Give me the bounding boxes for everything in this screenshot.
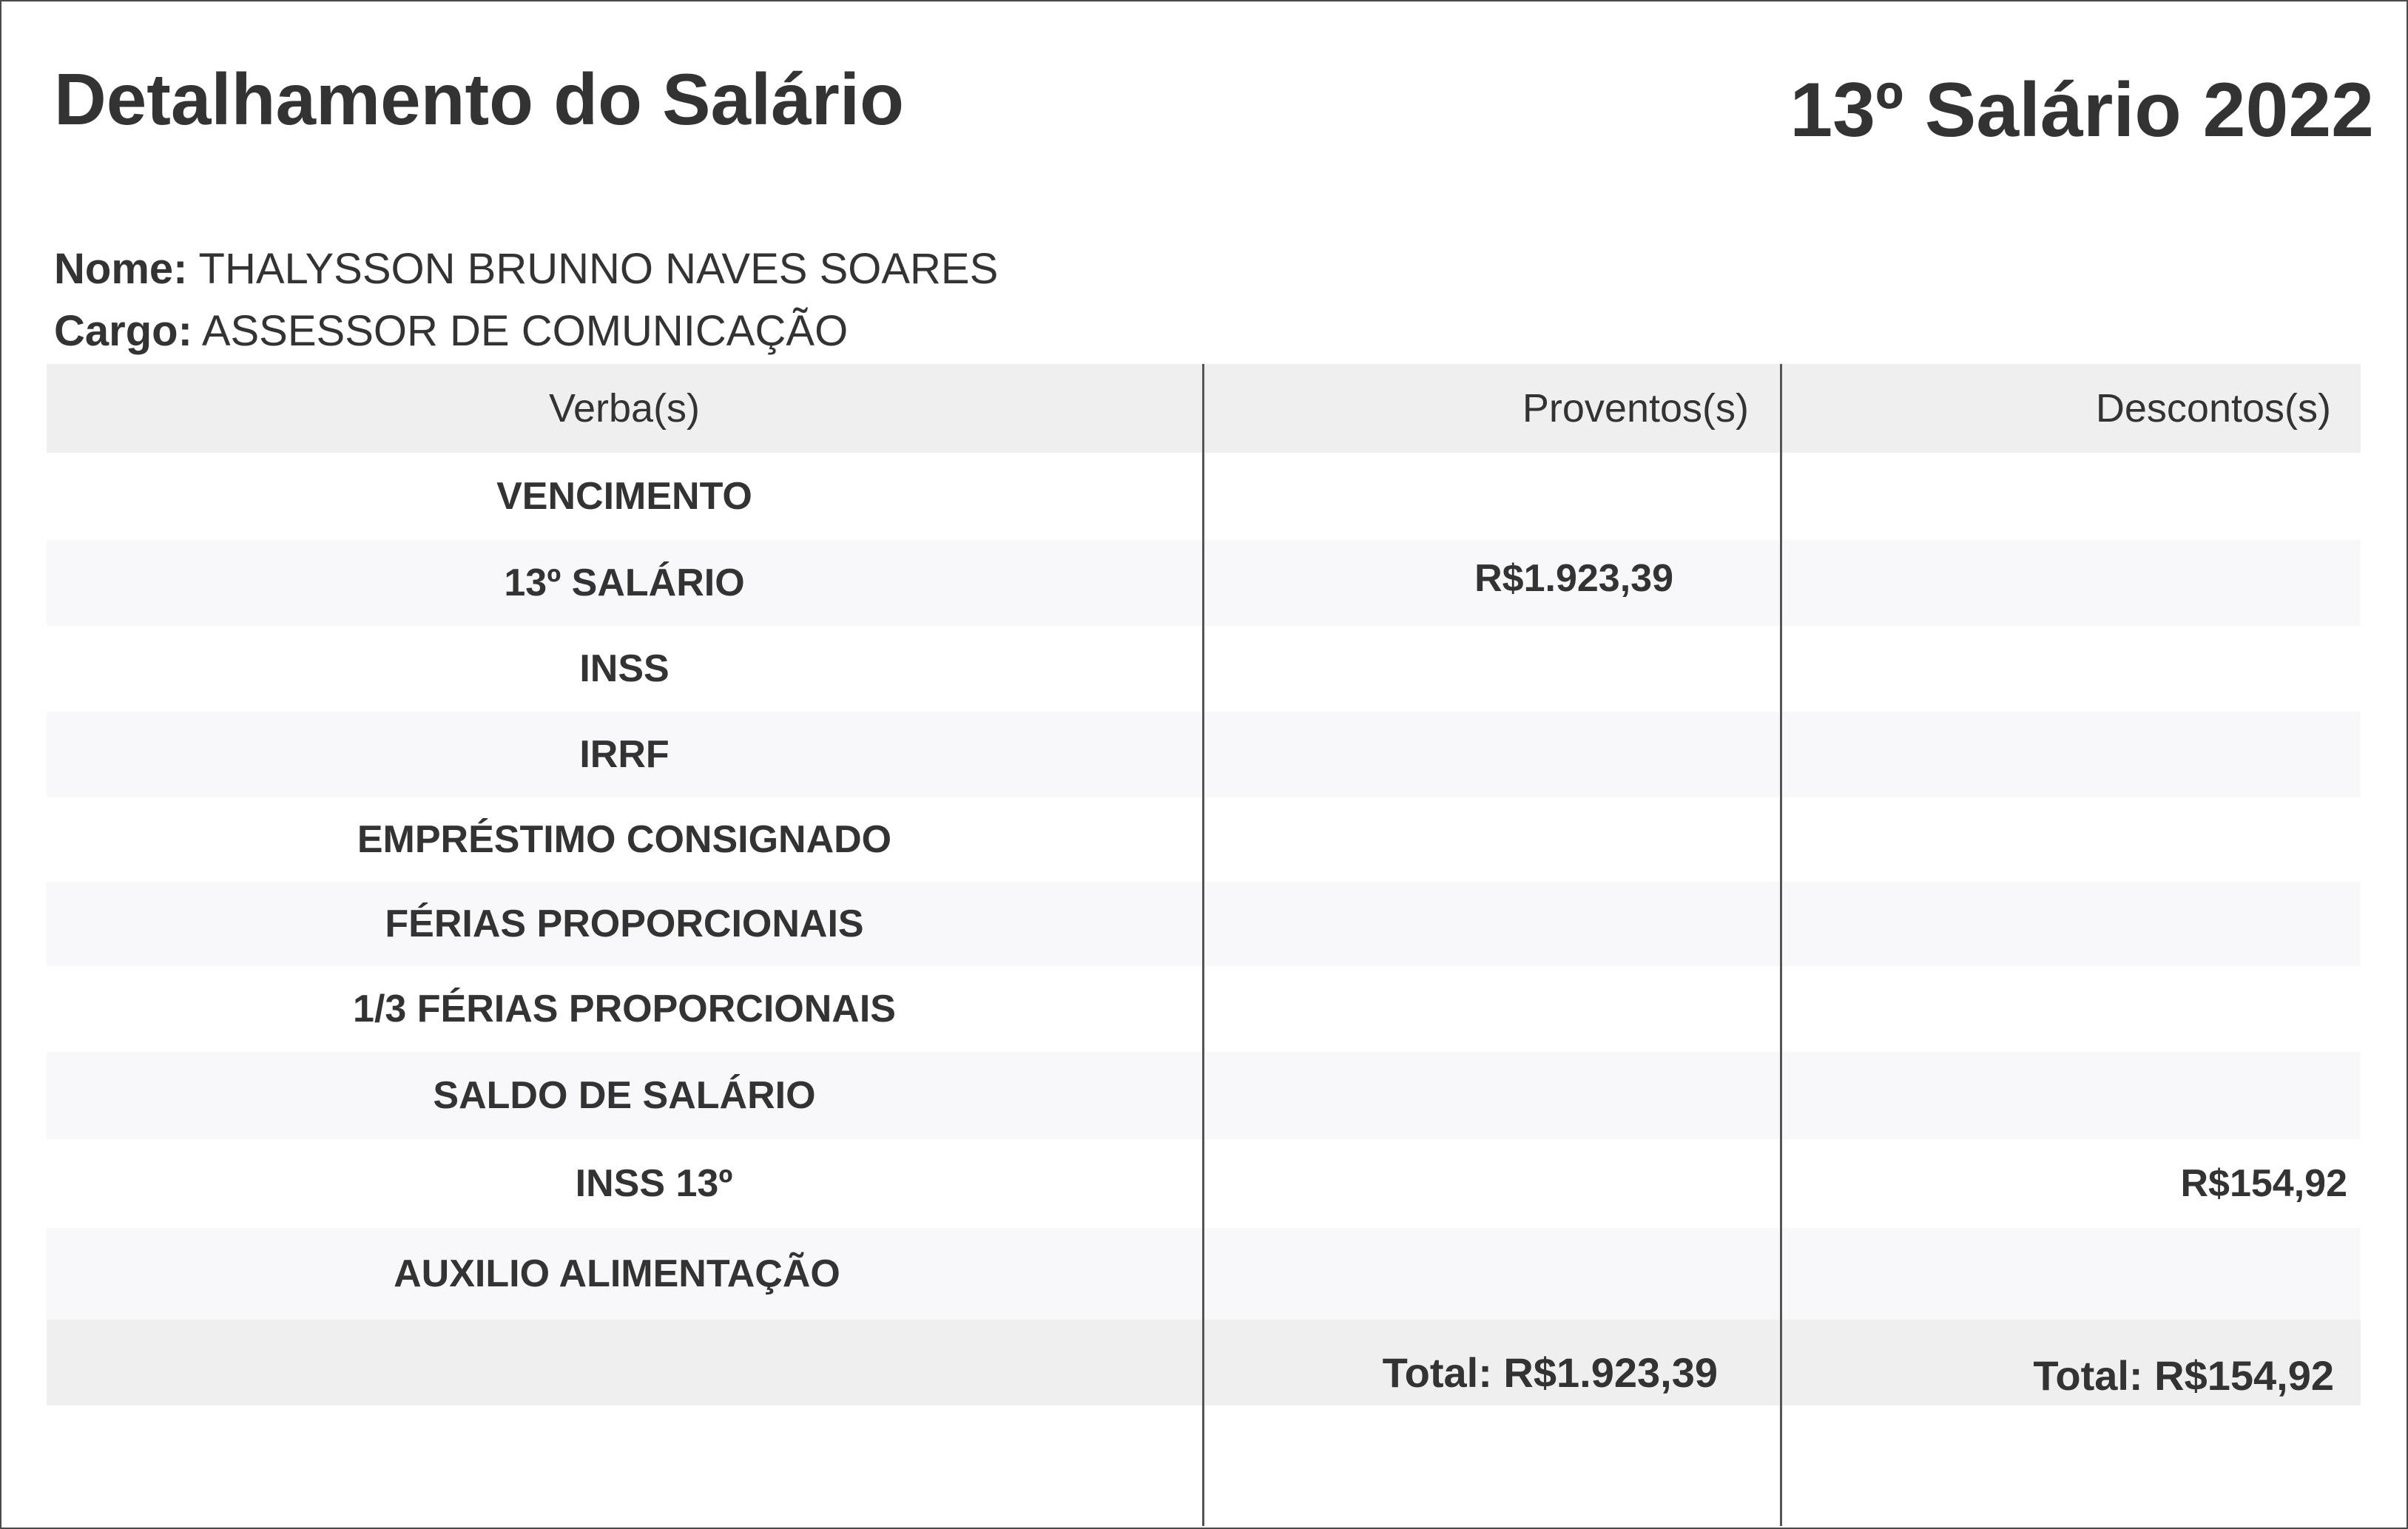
period-title: 13º Salário 2022 (1790, 67, 2374, 153)
employee-name-value: THALYSSON BRUNNO NAVES SOARES (198, 245, 999, 293)
descontos-cell (1781, 626, 2361, 712)
descontos-cell (1781, 712, 2361, 797)
verba-cell: SALDO DE SALÁRIO (433, 1074, 816, 1117)
page-title: Detalhamento do Salário (54, 58, 905, 140)
proventos-cell (1203, 712, 1780, 797)
employee-name-label: Nome: (54, 245, 188, 293)
proventos-cell (1203, 882, 1780, 966)
verba-cell: IRRF (579, 733, 670, 776)
proventos-cell (1203, 1228, 1780, 1320)
verba-cell: VENCIMENTO (496, 475, 752, 518)
descontos-cell (1781, 540, 2361, 626)
column-header-descontos: Descontos(s) (2095, 386, 2331, 431)
descontos-cell (1781, 1228, 2361, 1320)
total-descontos: Total: R$154,92 (2033, 1352, 2334, 1399)
verba-cell: 1/3 FÉRIAS PROPORCIONAIS (353, 988, 896, 1030)
employee-role-label: Cargo: (54, 307, 192, 355)
proventos-cell (1203, 1139, 1780, 1228)
proventos-cell: R$1.923,39 (1474, 557, 1673, 600)
proventos-cell (1203, 966, 1780, 1052)
proventos-cell (1203, 453, 1780, 540)
descontos-cell: R$154,92 (2180, 1162, 2347, 1205)
verba-cell: AUXILIO ALIMENTAÇÃO (394, 1252, 840, 1295)
descontos-cell (1781, 966, 2361, 1052)
total-proventos: Total: R$1.923,39 (1382, 1349, 1718, 1396)
descontos-cell (1781, 882, 2361, 966)
verba-cell: EMPRÉSTIMO CONSIGNADO (357, 818, 892, 861)
column-divider-descontos (1780, 364, 1782, 1526)
verba-cell: INSS 13º (575, 1162, 733, 1205)
descontos-cell (1781, 1052, 2361, 1139)
descontos-cell (1781, 797, 2361, 882)
column-header-proventos: Proventos(s) (1522, 386, 1749, 431)
verba-cell: 13º SALÁRIO (504, 561, 745, 604)
employee-name (54, 244, 998, 294)
verba-cell: FÉRIAS PROPORCIONAIS (385, 902, 864, 945)
proventos-cell (1203, 797, 1780, 882)
column-header-verba: Verba(s) (548, 386, 701, 431)
employee-role-value: ASSESSOR DE COMUNICAÇÃO (201, 307, 849, 355)
verba-cell: INSS (579, 647, 670, 690)
employee-role (54, 306, 848, 356)
proventos-cell (1203, 626, 1780, 712)
descontos-cell (1781, 453, 2361, 540)
proventos-cell (1203, 1052, 1780, 1139)
totals-label-cell (47, 1320, 1202, 1405)
column-divider-proventos (1202, 364, 1204, 1526)
